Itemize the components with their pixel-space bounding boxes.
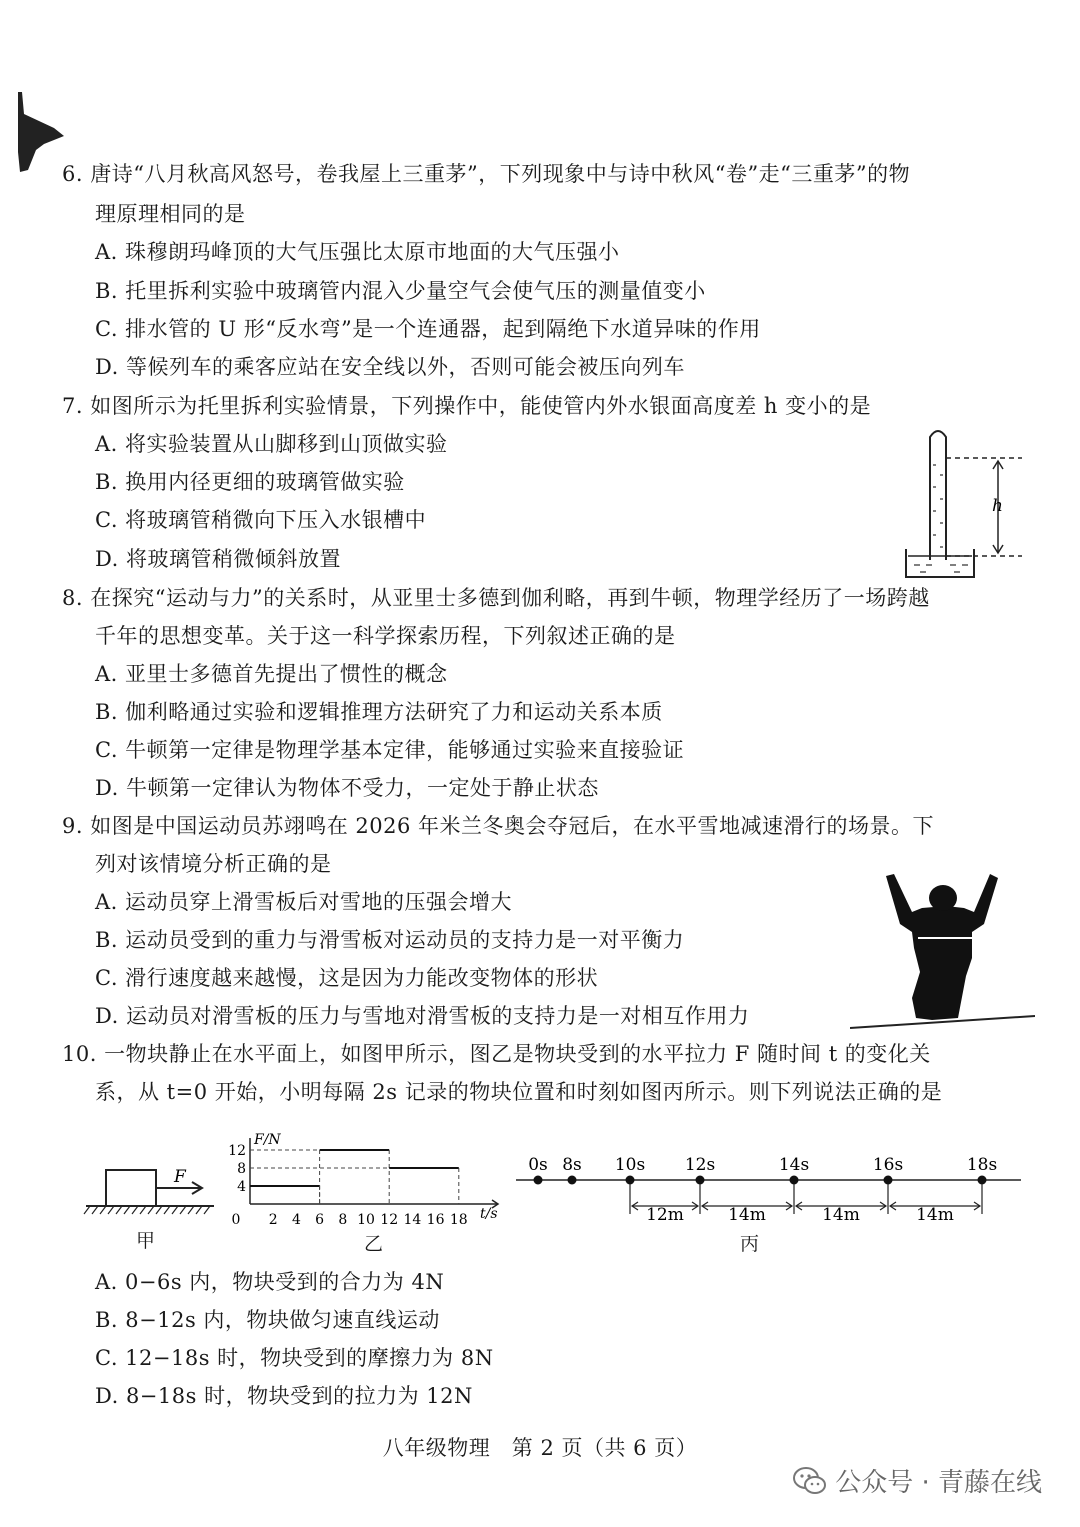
q9-option-c: C. 滑行速度越来越慢，这是因为力能改变物体的形状 (95, 966, 599, 990)
q9-option-d: D. 运动员对滑雪板的压力与雪地对滑雪板的支持力是一对相互作用力 (95, 1004, 750, 1028)
x-tick-label: 14 (403, 1212, 422, 1228)
distance-label: 14m (916, 1205, 954, 1225)
q7-option-a: A. 将实验装置从山脚移到山顶做实验 (95, 432, 448, 456)
q8-option-a: A. 亚里士多德首先提出了惯性的概念 (95, 662, 448, 686)
position-dot (790, 1176, 799, 1185)
x-tick-label: 10 (357, 1212, 375, 1228)
ground-hatch-mark (92, 1206, 98, 1214)
q6-stem-line-2: 理原理相同的是 (95, 202, 246, 226)
ground-hatch-mark (100, 1206, 106, 1214)
ground-hatch-mark (116, 1206, 122, 1214)
time-label: 18s (966, 1155, 998, 1175)
x-tick-label: 12 (380, 1212, 399, 1228)
ground-hatch-mark (140, 1206, 146, 1214)
q8-stem-line-2: 千年的思想变革。关于这一科学探索历程，下列叙述正确的是 (95, 624, 676, 648)
q9-option-a: A. 运动员穿上滑雪板后对雪地的压强会增大 (95, 890, 513, 914)
distance-label: 14m (728, 1205, 766, 1225)
time-label: 16s (872, 1155, 904, 1175)
torricelli-apparatus-figure (900, 425, 1030, 585)
q10-stem-line-1: 10. 一物块静止在水平面上，如图甲所示，图乙是物块受到的水平拉力 F 随时间 t 的变化关 (62, 1042, 931, 1066)
q9-option-b: B. 运动员受到的重力与滑雪板对运动员的支持力是一对平衡力 (95, 928, 685, 952)
x-tick-label: 18 (449, 1212, 468, 1228)
q10-option-c: C. 12−18s 时，物块受到的摩擦力为 8N (95, 1346, 494, 1370)
q6-option-c: C. 排水管的 U 形“反水弯”是一个连通器，起到隔绝下水道异味的作用 (95, 317, 761, 341)
wechat-icon (793, 1466, 827, 1496)
figure-jia-block (82, 1160, 222, 1220)
figure-bing-caption: 丙 (740, 1233, 760, 1255)
q8-option-b: B. 伽利略通过实验和逻辑推理方法研究了力和运动关系本质 (95, 700, 663, 724)
x-tick-label: 2 (268, 1212, 278, 1228)
q8-option-c: C. 牛顿第一定律是物理学基本定律，能够通过实验来直接验证 (95, 738, 685, 762)
x-axis-label: t/s (480, 1206, 498, 1222)
q10-option-d: D. 8−18s 时，物块受到的拉力为 12N (95, 1384, 473, 1408)
q10-option-a: A. 0−6s 内，物块受到的合力为 4N (95, 1270, 445, 1294)
distance-label: 14m (822, 1205, 860, 1225)
q9-stem-line-2: 列对该情境分析正确的是 (95, 852, 332, 876)
page-footer: 八年级物理 第 2 页（共 6 页） (382, 1436, 698, 1460)
x-tick-label: 0 (231, 1212, 241, 1228)
q10-stem-line-2: 系，从 t=0 开始，小明每隔 2s 记录的物块位置和时刻如图丙所示。则下列说法正确的是 (95, 1080, 943, 1104)
q9-stem-line-1: 9. 如图是中国运动员苏翊鸣在 2026 年米兰冬奥会夺冠后，在水平雪地减速滑行的场景。下 (62, 814, 935, 838)
height-label-h: h (992, 496, 1003, 516)
position-dot (884, 1176, 893, 1185)
time-label: 0s (528, 1155, 548, 1175)
q8-option-d: D. 牛顿第一定律认为物体不受力，一定处于静止状态 (95, 776, 599, 800)
x-tick-label: 16 (426, 1212, 445, 1228)
q7-option-b: B. 换用内径更细的玻璃管做实验 (95, 470, 405, 494)
corner-tear-mark (14, 92, 66, 172)
q7-option-c: C. 将玻璃管稍微向下压入水银槽中 (95, 508, 427, 532)
q6-option-a: A. 珠穆朗玛峰顶的大气压强比太原市地面的大气压强小 (95, 240, 620, 264)
ground-hatch-mark (84, 1206, 90, 1214)
q10-option-b: B. 8−12s 内，物块做匀速直线运动 (95, 1308, 440, 1332)
ground-hatch-mark (188, 1206, 194, 1214)
q6-option-b: B. 托里拆利实验中玻璃管内混入少量空气会使气压的测量值变小 (95, 279, 706, 303)
x-tick-label: 6 (315, 1212, 325, 1228)
wechat-watermark-text: 公众号 · 青藤在线 (835, 1468, 1042, 1498)
ground-hatch-mark (124, 1206, 130, 1214)
y-tick-label: 4 (237, 1179, 246, 1195)
x-tick-label: 8 (338, 1212, 348, 1228)
time-label: 14s (778, 1155, 810, 1175)
figure-yi-caption: 乙 (364, 1233, 384, 1255)
ground-hatch-mark (132, 1206, 138, 1214)
ground-hatch-mark (180, 1206, 186, 1214)
ground-hatch-mark (172, 1206, 178, 1214)
x-tick-label: 4 (291, 1212, 301, 1228)
ground-hatch-mark (148, 1206, 154, 1214)
q6-stem-line-1: 6. 唐诗“八月秋高风怒号，卷我屋上三重茅”，下列现象中与诗中秋风“卷”走“三重茅”的物 (62, 162, 911, 186)
ground-hatch-mark (164, 1206, 170, 1214)
figure-yi-force-time-chart (226, 1132, 516, 1228)
figure-bing-position-timeline (516, 1152, 1026, 1228)
position-dot (568, 1176, 577, 1185)
ground-hatch-mark (196, 1206, 202, 1214)
position-dot (534, 1176, 543, 1185)
ground-hatch-mark (108, 1206, 114, 1214)
time-label: 10s (614, 1155, 646, 1175)
distance-label: 12m (646, 1205, 684, 1225)
q7-stem-line-1: 7. 如图所示为托里拆利实验情景，下列操作中，能使管内外水银面高度差 h 变小的是 (62, 394, 872, 418)
y-tick-label: 12 (228, 1143, 246, 1159)
position-dot (626, 1176, 635, 1185)
wechat-watermark (793, 1462, 1042, 1499)
snowboarder-figure (850, 868, 1035, 1030)
position-dot (696, 1176, 705, 1185)
ground-hatch-mark (156, 1206, 162, 1214)
position-dot (978, 1176, 987, 1185)
time-label: 12s (684, 1155, 716, 1175)
q6-option-d: D. 等候列车的乘客应站在安全线以外，否则可能会被压向列车 (95, 355, 685, 379)
q8-stem-line-1: 8. 在探究“运动与力”的关系时，从亚里士多德到伽利略，再到牛顿，物理学经历了一场跨越 (62, 586, 930, 610)
y-tick-label: 8 (237, 1161, 246, 1177)
force-label-f: F (174, 1167, 186, 1187)
figure-jia-caption: 甲 (136, 1230, 156, 1252)
ground-hatch-mark (204, 1206, 210, 1214)
y-axis-label: F/N (254, 1132, 281, 1148)
time-label: 8s (562, 1155, 582, 1175)
q7-option-d: D. 将玻璃管稍微倾斜放置 (95, 547, 341, 571)
